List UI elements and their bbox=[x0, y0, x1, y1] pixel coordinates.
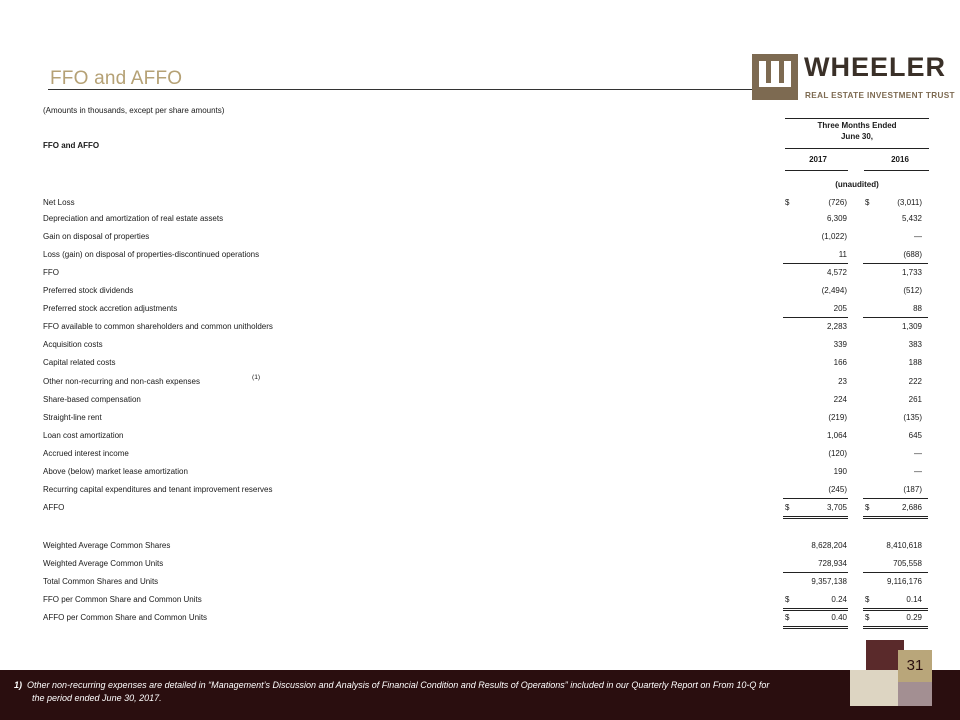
table-row bbox=[0, 319, 960, 337]
subtotal-rule bbox=[863, 263, 928, 264]
section-label: FFO and AFFO bbox=[43, 141, 100, 150]
value-2016: 0.14 bbox=[906, 595, 922, 604]
table-row bbox=[0, 500, 960, 518]
footnote-line2: the period ended June 30, 2017. bbox=[32, 692, 162, 703]
year-rule-2017 bbox=[785, 170, 848, 171]
total-double-rule bbox=[783, 516, 848, 519]
value-2016: 705,558 bbox=[893, 559, 922, 568]
row-label: Accrued interest income bbox=[43, 449, 129, 458]
value-2017: (120) bbox=[828, 449, 847, 458]
value-2017: 190 bbox=[833, 467, 847, 476]
period-header-line1: Three Months Ended bbox=[817, 121, 897, 130]
table-row bbox=[0, 538, 960, 556]
subtotal-rule bbox=[863, 317, 928, 318]
table-row bbox=[0, 556, 960, 574]
value-2017: 1,064 bbox=[826, 431, 847, 440]
value-2016: 0.29 bbox=[906, 613, 922, 622]
value-2016: — bbox=[914, 467, 922, 476]
row-label: AFFO per Common Share and Common Units bbox=[43, 613, 208, 622]
value-2017: 224 bbox=[833, 395, 847, 404]
page-title: FFO and AFFO bbox=[50, 68, 183, 89]
value-2017: 8,628,204 bbox=[811, 541, 847, 550]
value-2017: (2,494) bbox=[821, 286, 847, 295]
value-2017: 23 bbox=[838, 377, 847, 386]
table-row bbox=[0, 355, 960, 373]
value-2016: (3,011) bbox=[897, 198, 922, 207]
row-label: Weighted Average Common Units bbox=[43, 559, 164, 568]
amounts-note: (Amounts in thousands, except per share amounts) bbox=[43, 106, 225, 115]
currency-symbol-2017: $ bbox=[785, 503, 790, 512]
table-row bbox=[0, 247, 960, 265]
total-double-rule bbox=[783, 626, 848, 629]
unaudited-label: (unaudited) bbox=[835, 180, 879, 189]
table-row bbox=[0, 337, 960, 355]
row-label: Total Common Shares and Units bbox=[43, 577, 159, 586]
value-2017: 205 bbox=[833, 304, 847, 313]
subtotal-rule bbox=[783, 263, 848, 264]
value-2016: 8,410,618 bbox=[886, 541, 922, 550]
value-2017: 0.40 bbox=[831, 613, 847, 622]
table-row bbox=[0, 610, 960, 628]
total-double-rule bbox=[863, 516, 928, 519]
table-row bbox=[0, 301, 960, 319]
subtotal-rule bbox=[783, 498, 848, 499]
table-row bbox=[0, 283, 960, 301]
value-2016: 261 bbox=[908, 395, 922, 404]
table-row bbox=[0, 265, 960, 283]
row-label: Share-based compensation bbox=[43, 395, 141, 404]
value-2016: 188 bbox=[908, 358, 922, 367]
value-2017: (245) bbox=[828, 485, 847, 494]
table-row bbox=[0, 229, 960, 247]
value-2016: 5,432 bbox=[901, 214, 922, 223]
value-2016: (512) bbox=[903, 286, 922, 295]
footnote bbox=[14, 679, 794, 704]
subtotal-rule bbox=[863, 498, 928, 499]
value-2016: — bbox=[914, 449, 922, 458]
table-row bbox=[0, 410, 960, 428]
value-2016: 222 bbox=[908, 377, 922, 386]
value-2017: 6,309 bbox=[826, 214, 847, 223]
table-row bbox=[0, 464, 960, 482]
table-row bbox=[0, 374, 960, 392]
row-label: Straight-line rent bbox=[43, 413, 102, 422]
value-2016: 645 bbox=[908, 431, 922, 440]
table-row bbox=[0, 446, 960, 464]
title-underline bbox=[48, 89, 754, 90]
value-2017: 9,357,138 bbox=[811, 577, 847, 586]
decor-square-mauve bbox=[898, 678, 932, 706]
value-2017: 4,572 bbox=[826, 268, 847, 277]
row-label: FFO bbox=[43, 268, 59, 277]
row-label: Other non-recurring and non-cash expenses bbox=[43, 377, 200, 386]
row-label: Gain on disposal of properties bbox=[43, 232, 150, 241]
table-row bbox=[0, 574, 960, 592]
page-number: 31 bbox=[898, 650, 932, 682]
value-2017: 339 bbox=[833, 340, 847, 349]
company-logo bbox=[752, 52, 955, 102]
row-label: FFO available to common shareholders and common unitholders bbox=[43, 322, 273, 331]
period-header-line2: June 30, bbox=[840, 132, 873, 141]
table-row bbox=[0, 482, 960, 500]
value-2016: — bbox=[914, 232, 922, 241]
value-2017: 166 bbox=[833, 358, 847, 367]
table-row bbox=[0, 392, 960, 410]
value-2017: 3,705 bbox=[826, 503, 847, 512]
value-2017: (1,022) bbox=[821, 232, 847, 241]
year-rule-2016 bbox=[864, 170, 929, 171]
logo-subtitle: REAL ESTATE INVESTMENT TRUST bbox=[805, 91, 955, 100]
row-label: Above (below) market lease amortization bbox=[43, 467, 188, 476]
row-label: Recurring capital expenditures and tenant improvement reserves bbox=[43, 485, 273, 494]
footnote-reference: (1) bbox=[252, 374, 261, 381]
currency-symbol-2016: $ bbox=[865, 595, 870, 604]
currency-symbol-2016: $ bbox=[865, 613, 870, 622]
header-top-rule bbox=[785, 118, 929, 119]
currency-symbol-2017: $ bbox=[785, 198, 790, 207]
currency-symbol-2017: $ bbox=[785, 595, 790, 604]
currency-symbol-2017: $ bbox=[785, 613, 790, 622]
subtotal-rule bbox=[783, 572, 848, 573]
row-label: Depreciation and amortization of real estate assets bbox=[43, 214, 224, 223]
value-2017: (726) bbox=[828, 198, 847, 207]
row-label: FFO per Common Share and Common Units bbox=[43, 595, 202, 604]
value-2016: (688) bbox=[903, 250, 922, 259]
logo-mark-icon bbox=[752, 54, 798, 100]
row-label: AFFO bbox=[43, 503, 65, 512]
row-label: Weighted Average Common Shares bbox=[43, 541, 171, 550]
table-row bbox=[0, 211, 960, 229]
value-2017: 2,283 bbox=[826, 322, 847, 331]
value-2016: 1,309 bbox=[901, 322, 922, 331]
table-row bbox=[0, 592, 960, 610]
value-2016: 88 bbox=[913, 304, 922, 313]
value-2017: (219) bbox=[828, 413, 847, 422]
row-label: Capital related costs bbox=[43, 358, 116, 367]
period-header-rule bbox=[785, 148, 929, 149]
currency-symbol-2016: $ bbox=[865, 503, 870, 512]
subtotal-rule bbox=[783, 317, 848, 318]
row-label: Loan cost amortization bbox=[43, 431, 124, 440]
footnote-line1: Other non-recurring expenses are detailed in “Management’s Discussion and Analysis of Financial Condition and Results of Operations” included in our Quarterly Report on From 10-Q for bbox=[27, 680, 770, 690]
value-2016: 1,733 bbox=[901, 268, 922, 277]
row-label: Loss (gain) on disposal of properties-discontinued operations bbox=[43, 250, 260, 259]
value-2017: 11 bbox=[838, 250, 847, 259]
column-header-2017: 2017 bbox=[809, 155, 827, 164]
value-2016: (135) bbox=[903, 413, 922, 422]
value-2017: 0.24 bbox=[831, 595, 847, 604]
table-row bbox=[0, 428, 960, 446]
row-label: Net Loss bbox=[43, 198, 75, 207]
period-header bbox=[785, 120, 929, 142]
value-2016: (187) bbox=[903, 485, 922, 494]
decor-square-cream bbox=[850, 670, 898, 706]
value-2016: 2,686 bbox=[901, 503, 922, 512]
row-label: Preferred stock dividends bbox=[43, 286, 134, 295]
value-2017: 728,934 bbox=[818, 559, 847, 568]
row-label: Acquisition costs bbox=[43, 340, 103, 349]
footnote-number: 1) bbox=[14, 680, 23, 690]
subtotal-rule bbox=[863, 572, 928, 573]
total-double-rule bbox=[863, 626, 928, 629]
value-2016: 9,116,176 bbox=[887, 577, 922, 586]
value-2016: 383 bbox=[908, 340, 922, 349]
column-header-2016: 2016 bbox=[891, 155, 909, 164]
currency-symbol-2016: $ bbox=[865, 198, 870, 207]
logo-wordmark: WHEELER bbox=[804, 52, 946, 82]
row-label: Preferred stock accretion adjustments bbox=[43, 304, 178, 313]
